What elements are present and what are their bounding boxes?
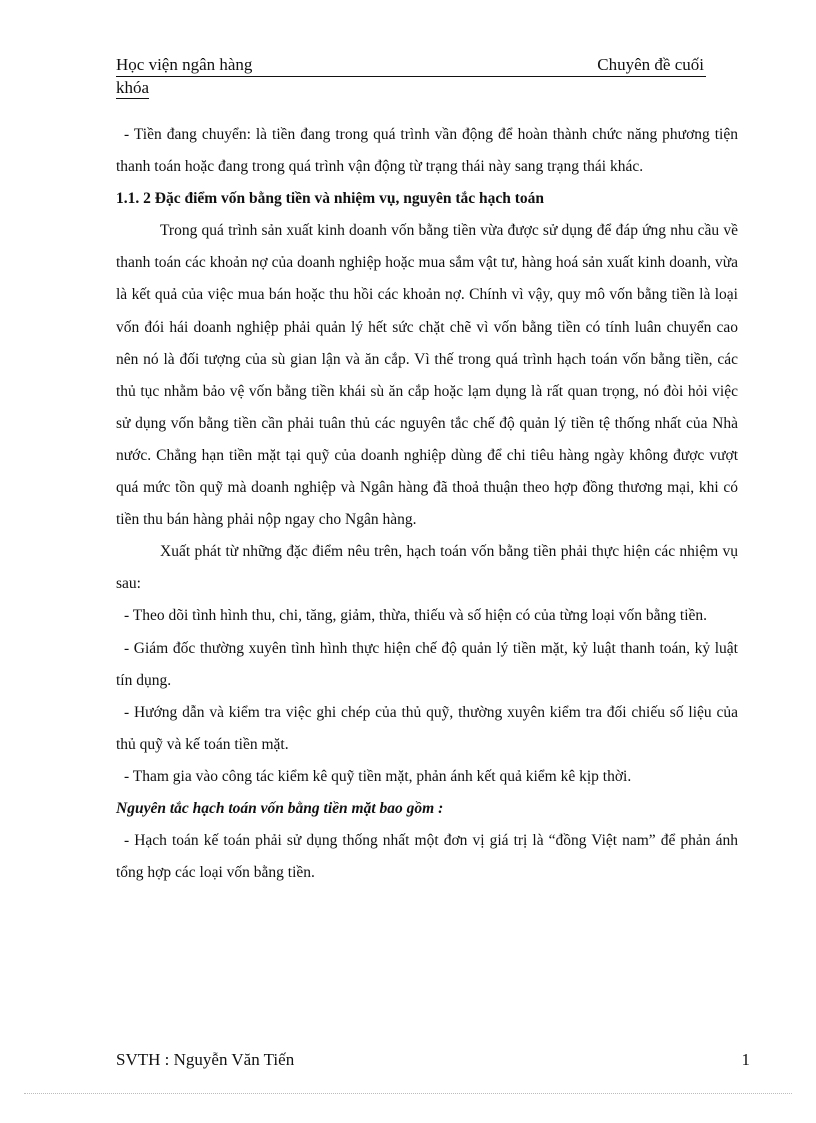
header-line [116,54,706,77]
footer-author: SVTH : Nguyễn Văn Tiến [116,1050,295,1069]
header-continuation: khóa [116,78,150,97]
list-item-duty-3: - Hướng dẫn và kiểm tra việc ghi chép của thủ quỹ, thường xuyên kiểm tra đối chiếu số liệu của thủ quỹ và kế toán tiền mặt. [116,703,738,753]
list-item-duty-1: - Theo dõi tình hình thu, chi, tăng, giảm, thừa, thiếu và số hiện có của từng loại vốn bằng tiền. [124,607,708,625]
header-institution: Học viện ngân hàng [116,55,253,74]
paragraph-main: Trong quá trình sản xuất kinh doanh vốn bằng tiền vừa được sử dụng để đáp ứng nhu cầu về thanh toán các khoản nợ của doanh nghiệp hoặc mua sắm vật tư, hàng hoá sản xuất kinh doanh, vừa là kết quả của việc mua bán hoặc thu hồi các khoản nợ. Chính vì vậy, quy mô vốn bằng tiền là loại vốn đói hái doanh nghiệp phải quản lý hết sức chặt chẽ vì vốn bằng tiền có tính luân chuyển cao nên nó là đối tượng của sù gian lận và ăn cắp. Vì thế trong quá trình hạch toán vốn bằng tiền, các thủ tục nhằm bảo vệ vốn bằng tiền khái sù ăn cắp hoặc lạm dụng là rất quan trọng, nó đòi hỏi việc sử dụng vốn bằng tiền cần phải tuân thủ các nguyên tắc chế độ quản lý tiền tệ thống nhất của Nhà nước. Chẳng hạn tiền mặt tại quỹ của doanh nghiệp dùng để chi tiêu hàng ngày không được vượt quá mức tồn quỹ mà doanh nghiệp và Ngân hàng đã thoả thuận theo hợp đồng thương mại, khi có tiền thu bán hàng phải nộp ngay cho Ngân hàng. [116,222,738,529]
header-document-type: Chuyên đề cuối [597,55,704,74]
page-header [116,54,706,99]
page-number: 1 [741,1050,750,1069]
list-item-principle-1: - Hạch toán kế toán phải sử dụng thống nhất một đơn vị giá trị là “đồng Việt nam” để phản ánh tổng hợp các loại vốn bằng tiền. [116,832,738,882]
paragraph-tien-dang-chuyen: - Tiền đang chuyển: là tiền đang trong quá trình vần động để hoàn thành chức năng phương tiện thanh toán hoặc đang trong quá trình vận động từ trạng thái này sang trạng thái khác. [116,126,738,176]
section-heading: 1.1. 2 Đặc điểm vốn bằng tiền và nhiệm vụ, nguyên tắc hạch toán [116,190,545,208]
list-item-duty-2: - Giám đốc thường xuyên tình hình thực hiện chế độ quản lý tiền mặt, kỷ luật thanh toán, kỷ luật tín dụng. [116,639,738,689]
page-bottom-divider [24,1093,792,1094]
document-body [116,119,738,889]
list-item-duty-4: - Tham gia vào công tác kiểm kê quỹ tiền mặt, phản ánh kết quả kiểm kê kịp thời. [124,767,632,785]
paragraph-duties-intro: Xuất phát từ những đặc điểm nêu trên, hạch toán vốn bằng tiền phải thực hiện các nhiệm vụ sau: [116,543,738,593]
principles-heading: Nguyên tắc hạch toán vốn bằng tiền mặt bao gồm : [116,799,444,817]
